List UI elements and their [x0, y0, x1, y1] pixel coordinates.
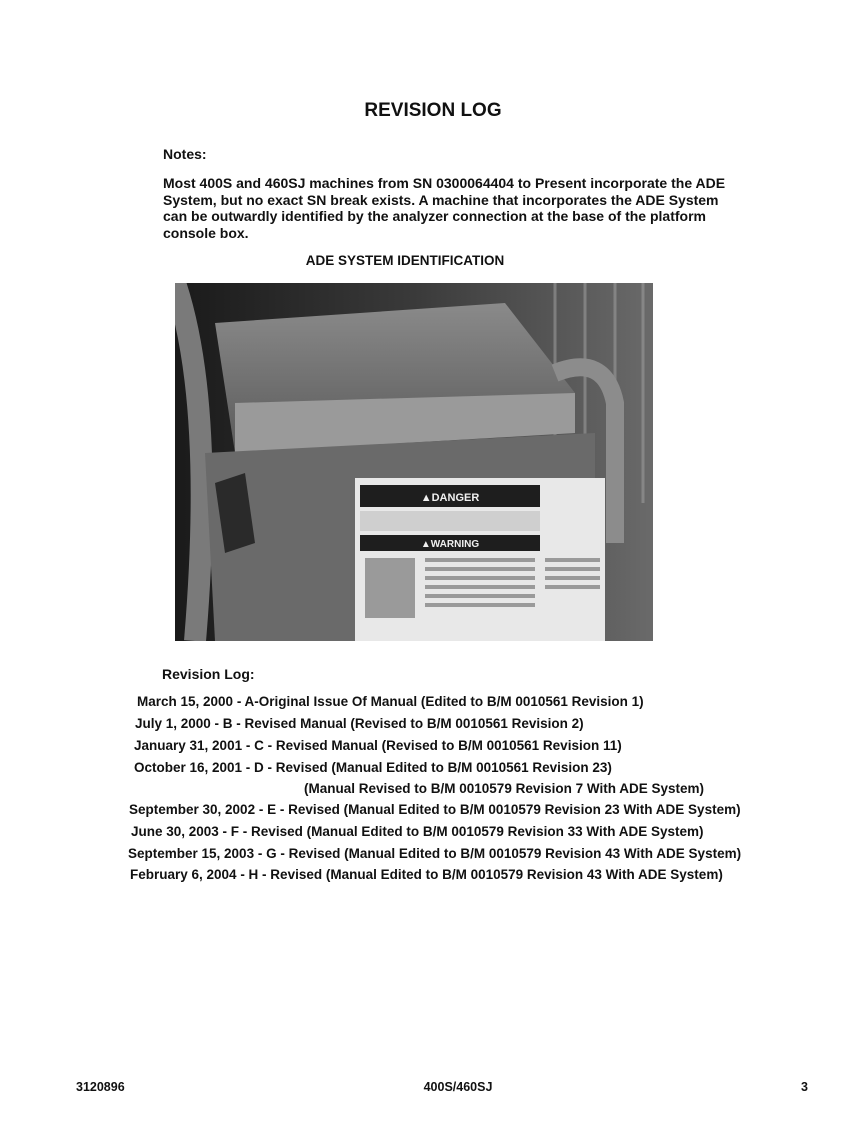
danger-decal: ▲DANGER [420, 492, 480, 504]
revision-entry: February 6, 2004 - H - Revised (Manual Edited to B/M 0010579 Revision 43 With ADE System) [130, 867, 723, 882]
revision-entry: July 1, 2000 - B - Revised Manual (Revised to B/M 0010561 Revision 2) [135, 716, 584, 731]
footer-model: 400S/460SJ [423, 1080, 493, 1094]
notes-paragraph: Most 400S and 460SJ machines from SN 0300064404 to Present incorporate the ADE System, but no exact SN break exists. A machine that incorporates the ADE System can be outwardly identified by the analyzer connection at the base of the platform console box. [163, 175, 726, 241]
ade-system-photo [175, 283, 653, 641]
footer-doc-number: 3120896 [76, 1080, 125, 1094]
notes-heading: Notes: [163, 146, 207, 162]
revision-entry: September 30, 2002 - E - Revised (Manual Edited to B/M 0010579 Revision 23 With ADE System) [129, 802, 741, 817]
revision-entry: June 30, 2003 - F - Revised (Manual Edited to B/M 0010579 Revision 33 With ADE System) [131, 824, 704, 839]
revision-entry: January 31, 2001 - C - Revised Manual (Revised to B/M 0010561 Revision 11) [134, 738, 622, 753]
warning-decal: ▲WARNING [420, 539, 480, 550]
page-title: REVISION LOG [364, 100, 502, 121]
revision-entry: March 15, 2000 - A-Original Issue Of Manual (Edited to B/M 0010561 Revision 1) [137, 694, 644, 709]
revision-entry: (Manual Revised to B/M 0010579 Revision 7 With ADE System) [304, 781, 704, 796]
revision-entry: September 15, 2003 - G - Revised (Manual Edited to B/M 0010579 Revision 43 With ADE System) [128, 846, 742, 861]
photo-caption: ADE SYSTEM IDENTIFICATION [305, 253, 505, 268]
revision-entry: October 16, 2001 - D - Revised (Manual Edited to B/M 0010561 Revision 23) [134, 760, 612, 775]
footer-page-number: 3 [801, 1080, 808, 1094]
revision-log-heading: Revision Log: [162, 666, 255, 682]
